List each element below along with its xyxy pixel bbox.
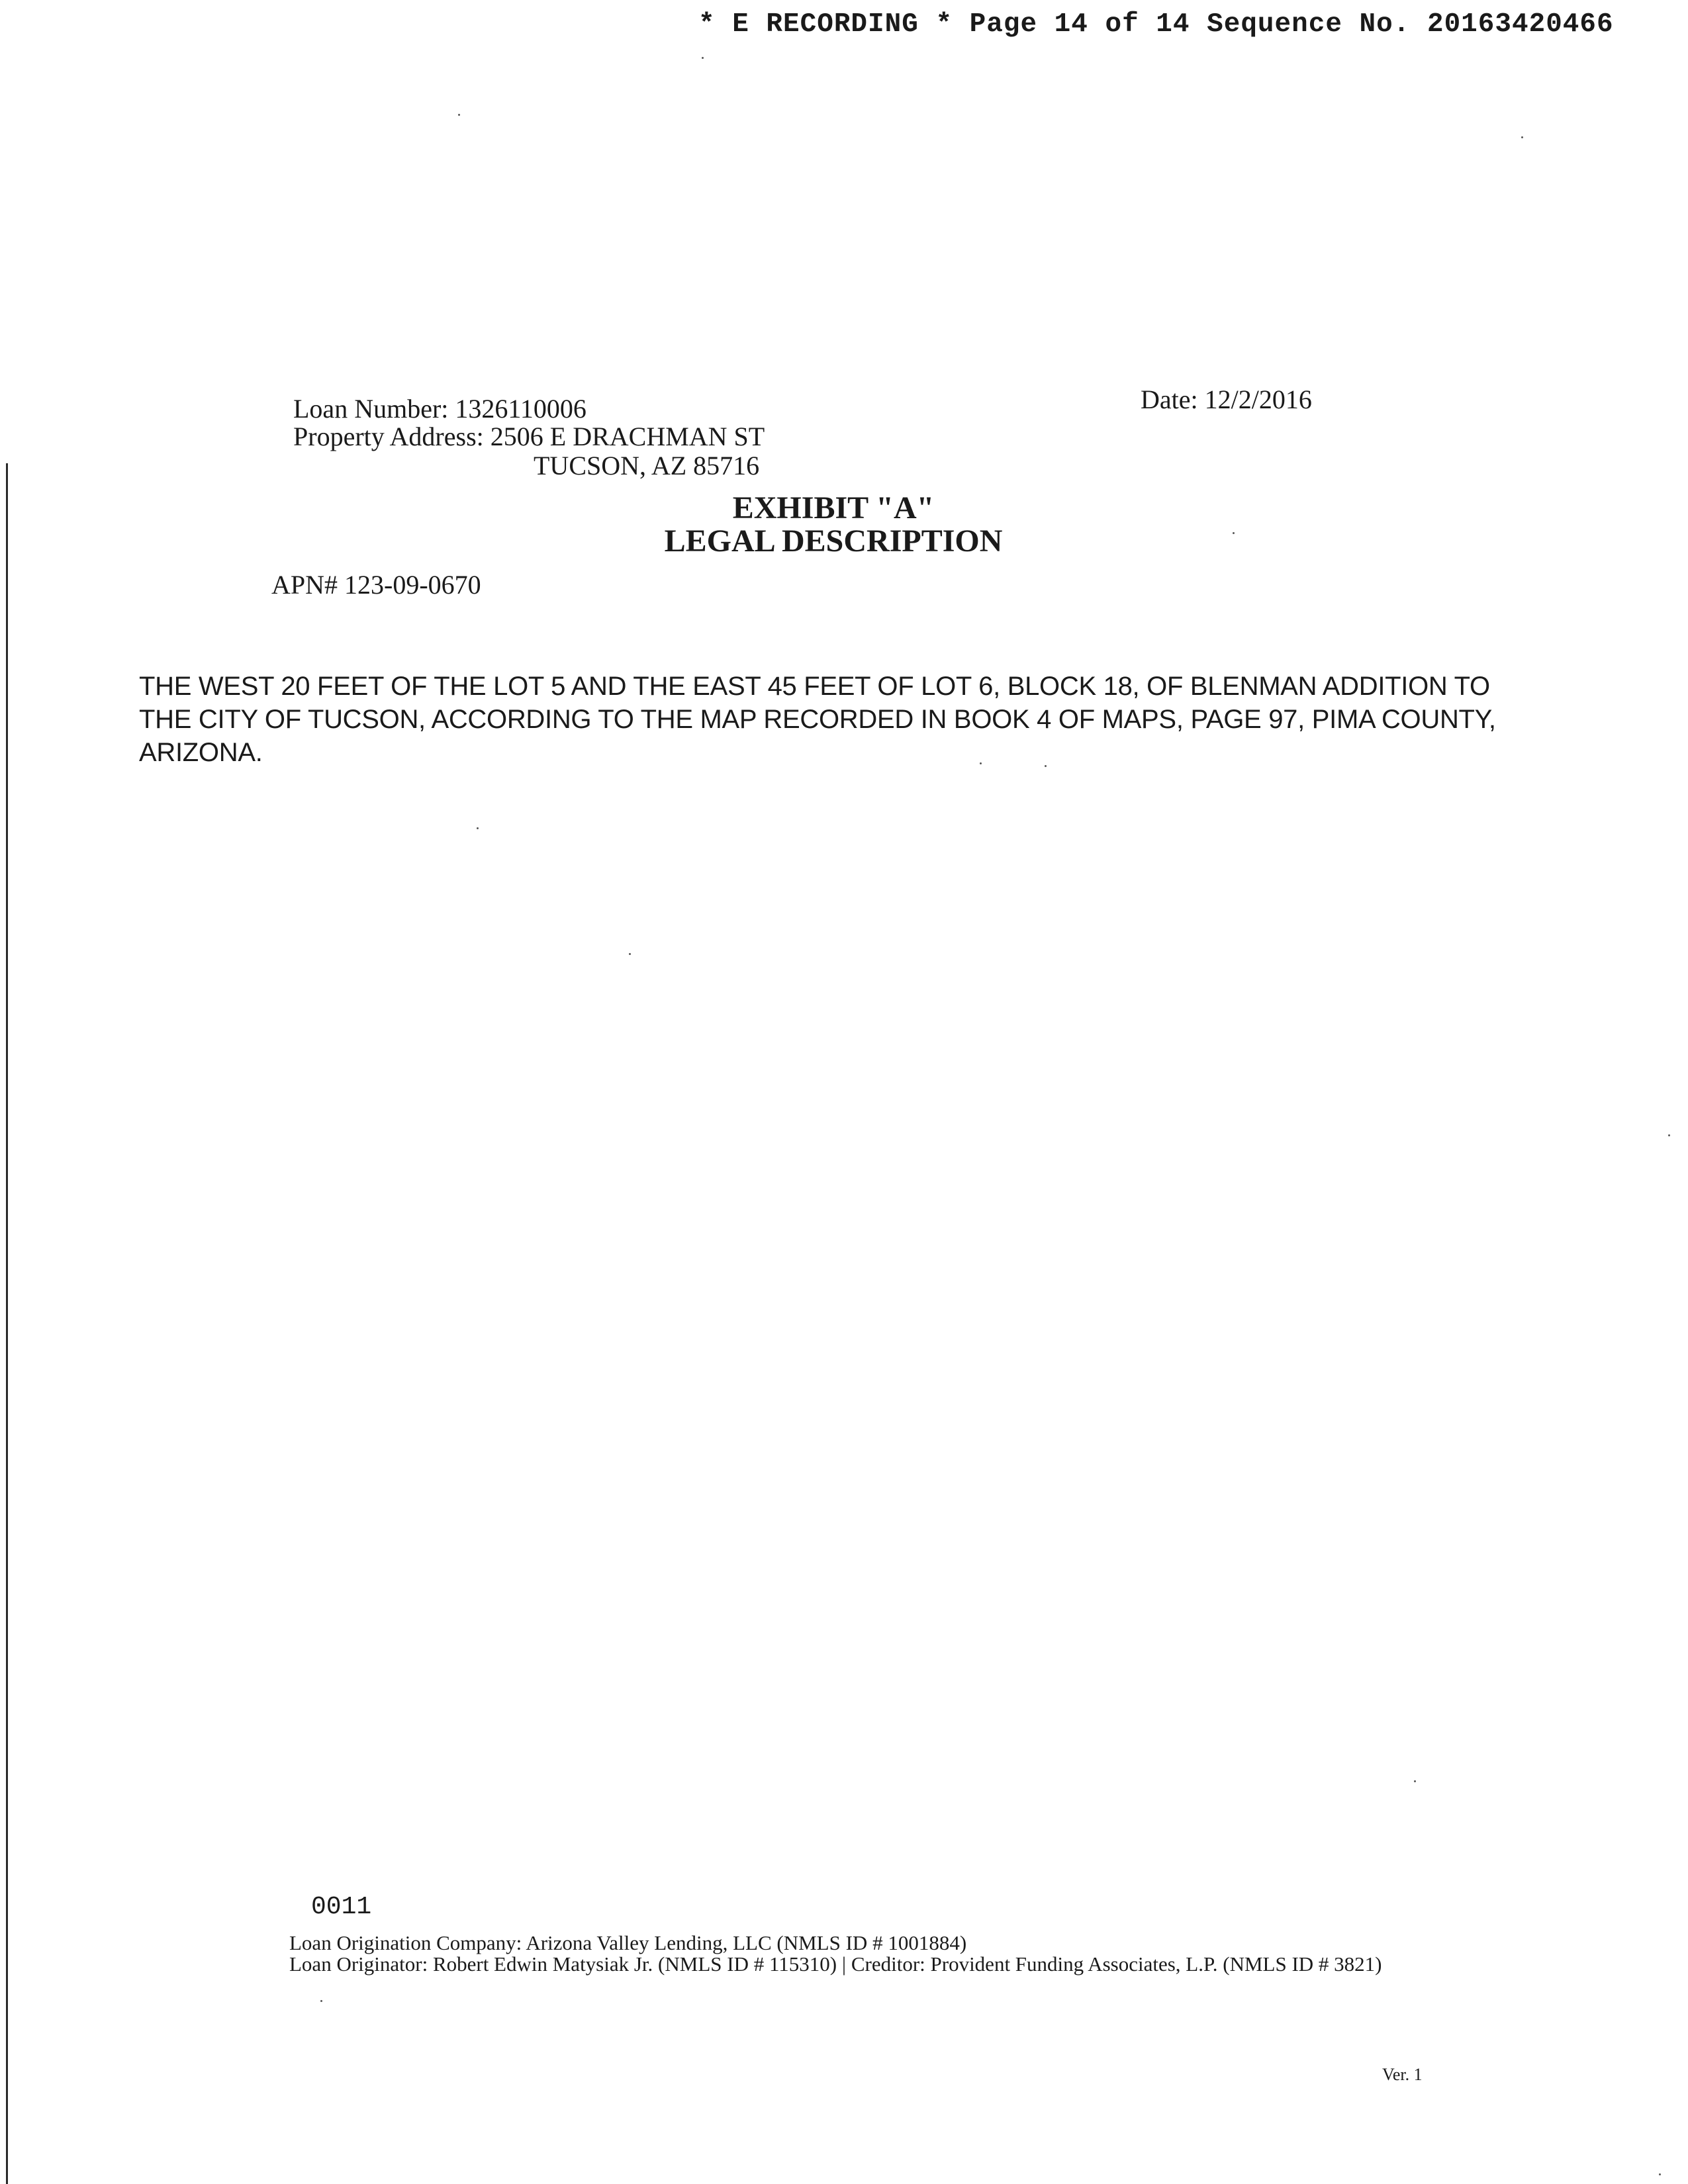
scan-speck <box>1668 1134 1670 1136</box>
loan-originator: Loan Originator: Robert Edwin Matysiak Jr. (NMLS ID # 115310) | Creditor: Provident Funding Associates, L.P. (NMLS ID # 3821) <box>289 1952 1382 1976</box>
scan-speck <box>1521 136 1523 138</box>
scan-speck <box>458 114 460 116</box>
property-city: TUCSON, AZ 85716 <box>534 451 760 480</box>
property-address: Property Address: 2506 E DRACHMAN ST <box>293 422 765 451</box>
scan-speck <box>320 2000 322 2002</box>
scan-speck <box>702 57 704 59</box>
apn-number: APN# 123-09-0670 <box>271 570 481 600</box>
recording-header: * E RECORDING * Page 14 of 14 Sequence No. 20163420466 <box>698 9 1614 40</box>
scan-edge-line <box>6 463 8 2184</box>
scan-speck <box>1414 1780 1416 1782</box>
exhibit-title: EXHIBIT "A" <box>732 490 935 525</box>
version-label: Ver. 1 <box>1382 2065 1423 2084</box>
origination-company: Loan Origination Company: Arizona Valley Lending, LLC (NMLS ID # 1001884) <box>289 1931 967 1954</box>
page-code: 0011 <box>311 1893 372 1921</box>
document-date: Date: 12/2/2016 <box>1141 385 1312 414</box>
scan-speck <box>980 762 982 764</box>
scan-speck <box>1045 765 1047 767</box>
scan-speck <box>1659 2173 1661 2175</box>
scan-speck <box>477 827 479 829</box>
scan-speck <box>1233 532 1235 534</box>
scan-speck <box>629 953 631 955</box>
legal-description-heading: LEGAL DESCRIPTION <box>664 523 1003 559</box>
loan-number: Loan Number: 1326110006 <box>293 394 586 424</box>
legal-description-text: THE WEST 20 FEET OF THE LOT 5 AND THE EAST 45 FEET OF LOT 6, BLOCK 18, OF BLENMAN ADDITION TO THE CITY OF TUCSON, ACCORDING TO THE MAP RECORDED IN BOOK 4 OF MAPS, PAGE 97, PIMA COUNTY, ARIZONA. <box>139 672 1496 767</box>
